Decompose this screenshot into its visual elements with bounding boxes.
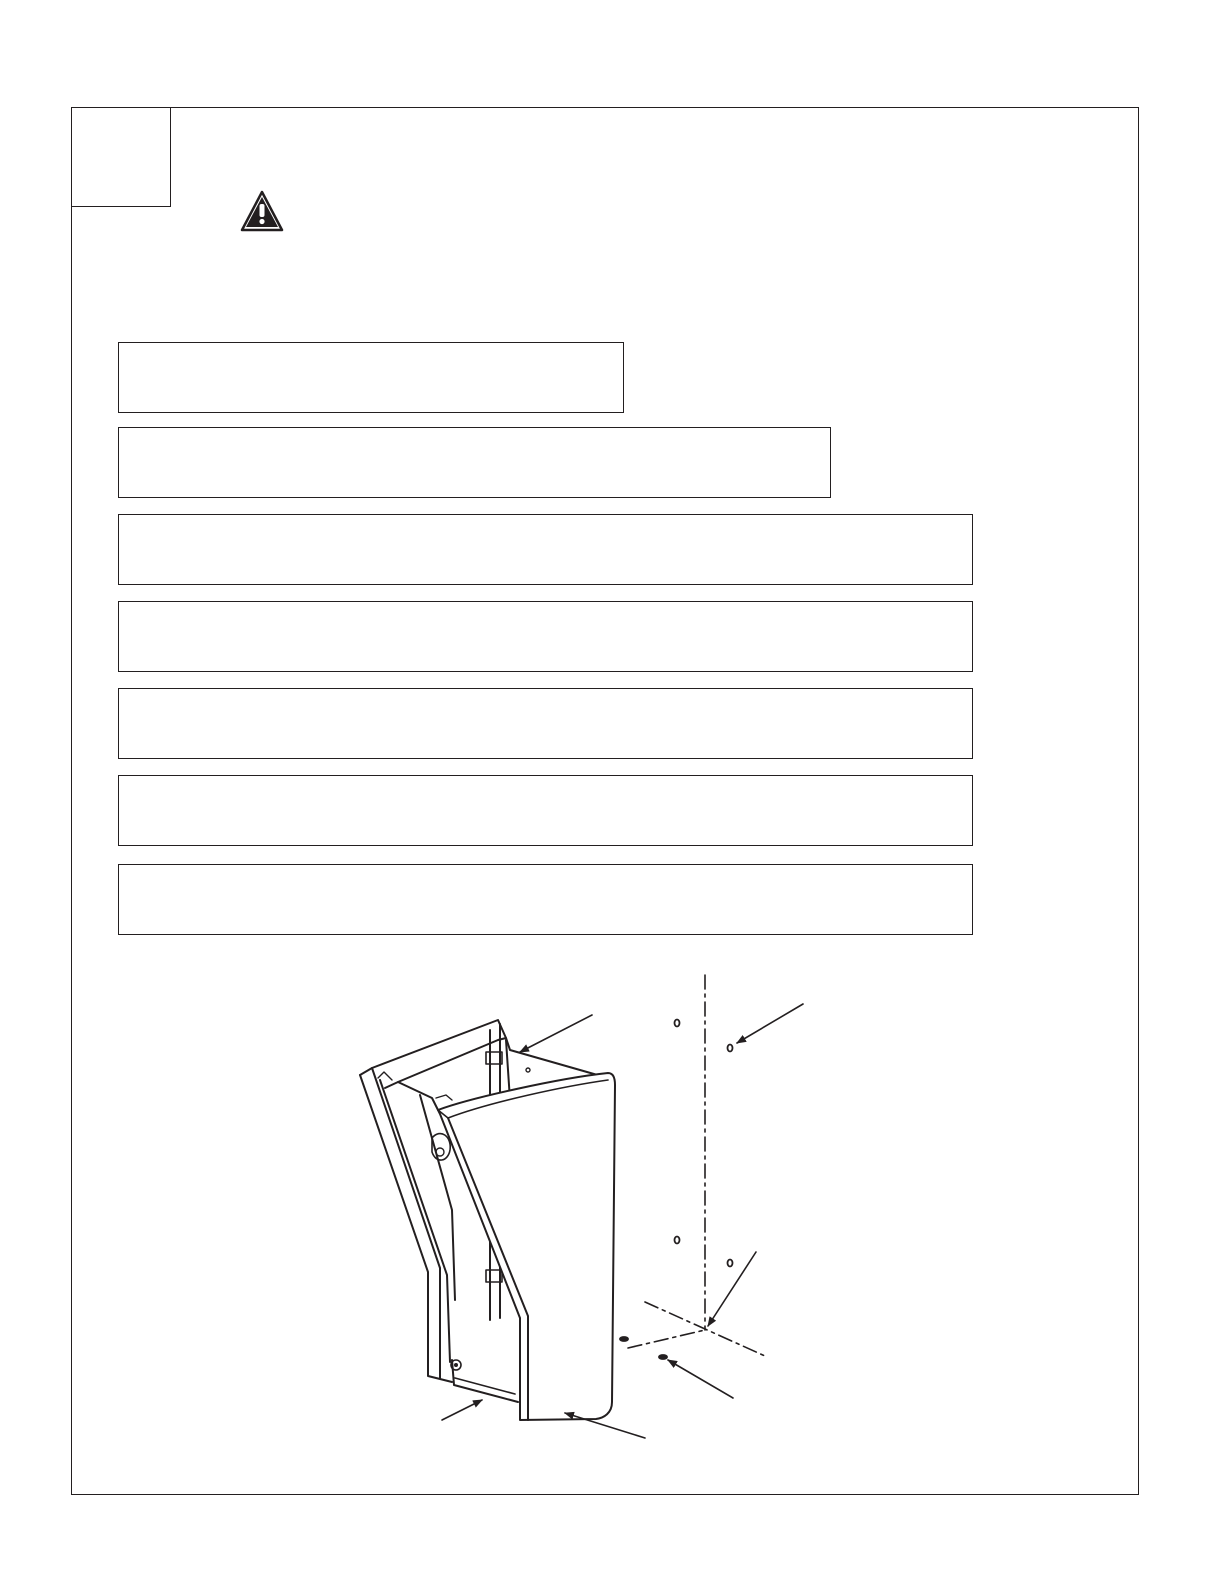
wall-hole-upper-left — [675, 1020, 680, 1027]
floor-hole-right — [659, 1355, 667, 1359]
instruction-box-7 — [118, 864, 973, 935]
warning-triangle-icon — [240, 190, 284, 232]
installation-diagram — [0, 960, 1225, 1480]
floor-hole-left — [620, 1337, 628, 1341]
layout-centerlines — [628, 975, 765, 1356]
instruction-box-5 — [118, 688, 973, 759]
front-panel — [438, 1073, 615, 1420]
wall-hole-lower-right — [728, 1260, 733, 1267]
instruction-box-3 — [118, 514, 973, 585]
wall-hole-upper-right — [728, 1045, 733, 1052]
instruction-box-6 — [118, 775, 973, 846]
instruction-box-1 — [118, 342, 624, 413]
step-number-box — [71, 107, 171, 207]
instruction-box-2 — [118, 427, 831, 498]
mounting-holes — [620, 1020, 733, 1360]
instruction-box-4 — [118, 601, 973, 672]
wall-hole-lower-left — [675, 1237, 680, 1244]
